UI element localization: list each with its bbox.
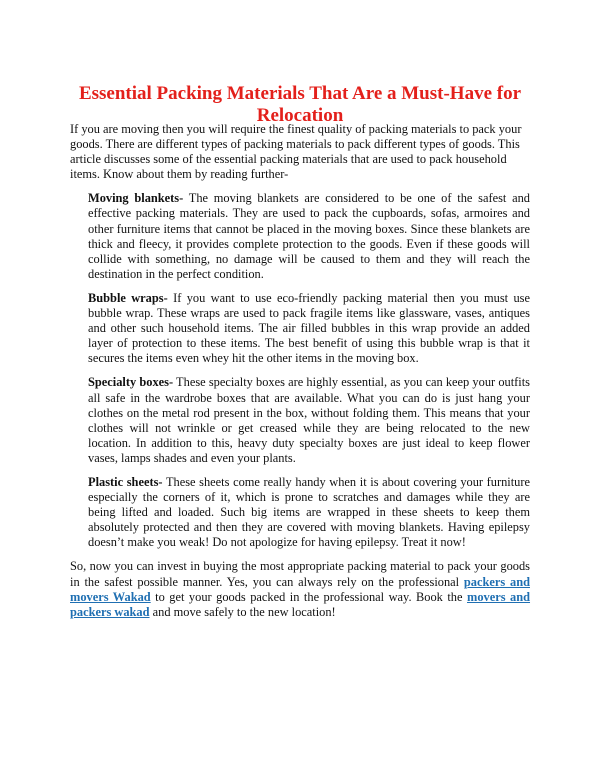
closing-text: to get your goods packed in the professional way. Book the (150, 589, 467, 604)
list-item-moving-blankets (88, 191, 530, 282)
item-text: If you want to use eco-friendly packing material then you must use bubble wrap. These wraps are used to pack fragile items like glassware, vases, antiques and other such household items. The air filled bubbles in this wrap provide an added layer of protection to these items. The best benefit of using this bubble wrap is that it secures the items even whey hit the other items in the moving box. (88, 290, 531, 366)
intro-paragraph: If you are moving then you will require the finest quality of packing materials to pack your goods. There are different types of packing materials to pack different types of goods. This article discusses some of the essential packing materials that are used to pack household items. Know about them by reading further- (70, 122, 522, 182)
item-term: Moving blankets- (88, 191, 184, 206)
page-title: Essential Packing Materials That Are a Must-Have for Relocation (78, 82, 522, 126)
list-item-specialty-boxes (88, 375, 530, 466)
item-term: Specialty boxes- (88, 375, 174, 390)
closing-text: So, now you can invest in buying the most appropriate packing material to pack your goods in the safest possible manner. Yes, you can always rely on the professional (70, 559, 530, 589)
item-text: These specialty boxes are highly essential, as you can keep your outfits all safe in the wardrobe boxes that are available. What you can do is just hang your clothes on the metal rod present in the box, without folding them. This means that your clothes will not wrinkle or get creased while they are being relocated to the new location. In addition to this, heavy duty specialty boxes are just ideal to keep flower vases, lamps shades and even your plants. (88, 375, 530, 465)
article-body (70, 122, 530, 620)
closing-text: and move safely to the new location! (149, 604, 336, 619)
item-term: Bubble wraps- (88, 290, 168, 305)
packers-movers-wakad-link[interactable]: packers and movers Wakad (70, 574, 530, 604)
item-text: These sheets come really handy when it is about covering your furniture especially the corners of it, which is prone to scratches and damages while they are being lifted and loaded. Such big items are wrapped in these sheets to keep them absolutely protected and then they are covered with moving blankets. Having epilepsy doesn’t make you weak! Do not apologize for having epilepsy. Treat it now! (88, 474, 531, 550)
item-term: Plastic sheets- (88, 474, 163, 489)
closing-paragraph (70, 559, 530, 619)
list-item-plastic-sheets (88, 475, 530, 550)
item-text: The moving blankets are considered to be one of the safest and effective packing materials. They are used to pack the cupboards, sofas, armoires and other furniture items that cannot be placed in the moving boxes. Since these blankets are thick and fleecy, it provides complete protection to the goods. Even if these goods will collide with something, no damage will be caused to them and they will reach the destination in the perfect condition. (88, 191, 530, 281)
movers-packers-wakad-link[interactable]: movers and packers wakad (70, 589, 531, 619)
list-item-bubble-wraps (88, 291, 530, 366)
